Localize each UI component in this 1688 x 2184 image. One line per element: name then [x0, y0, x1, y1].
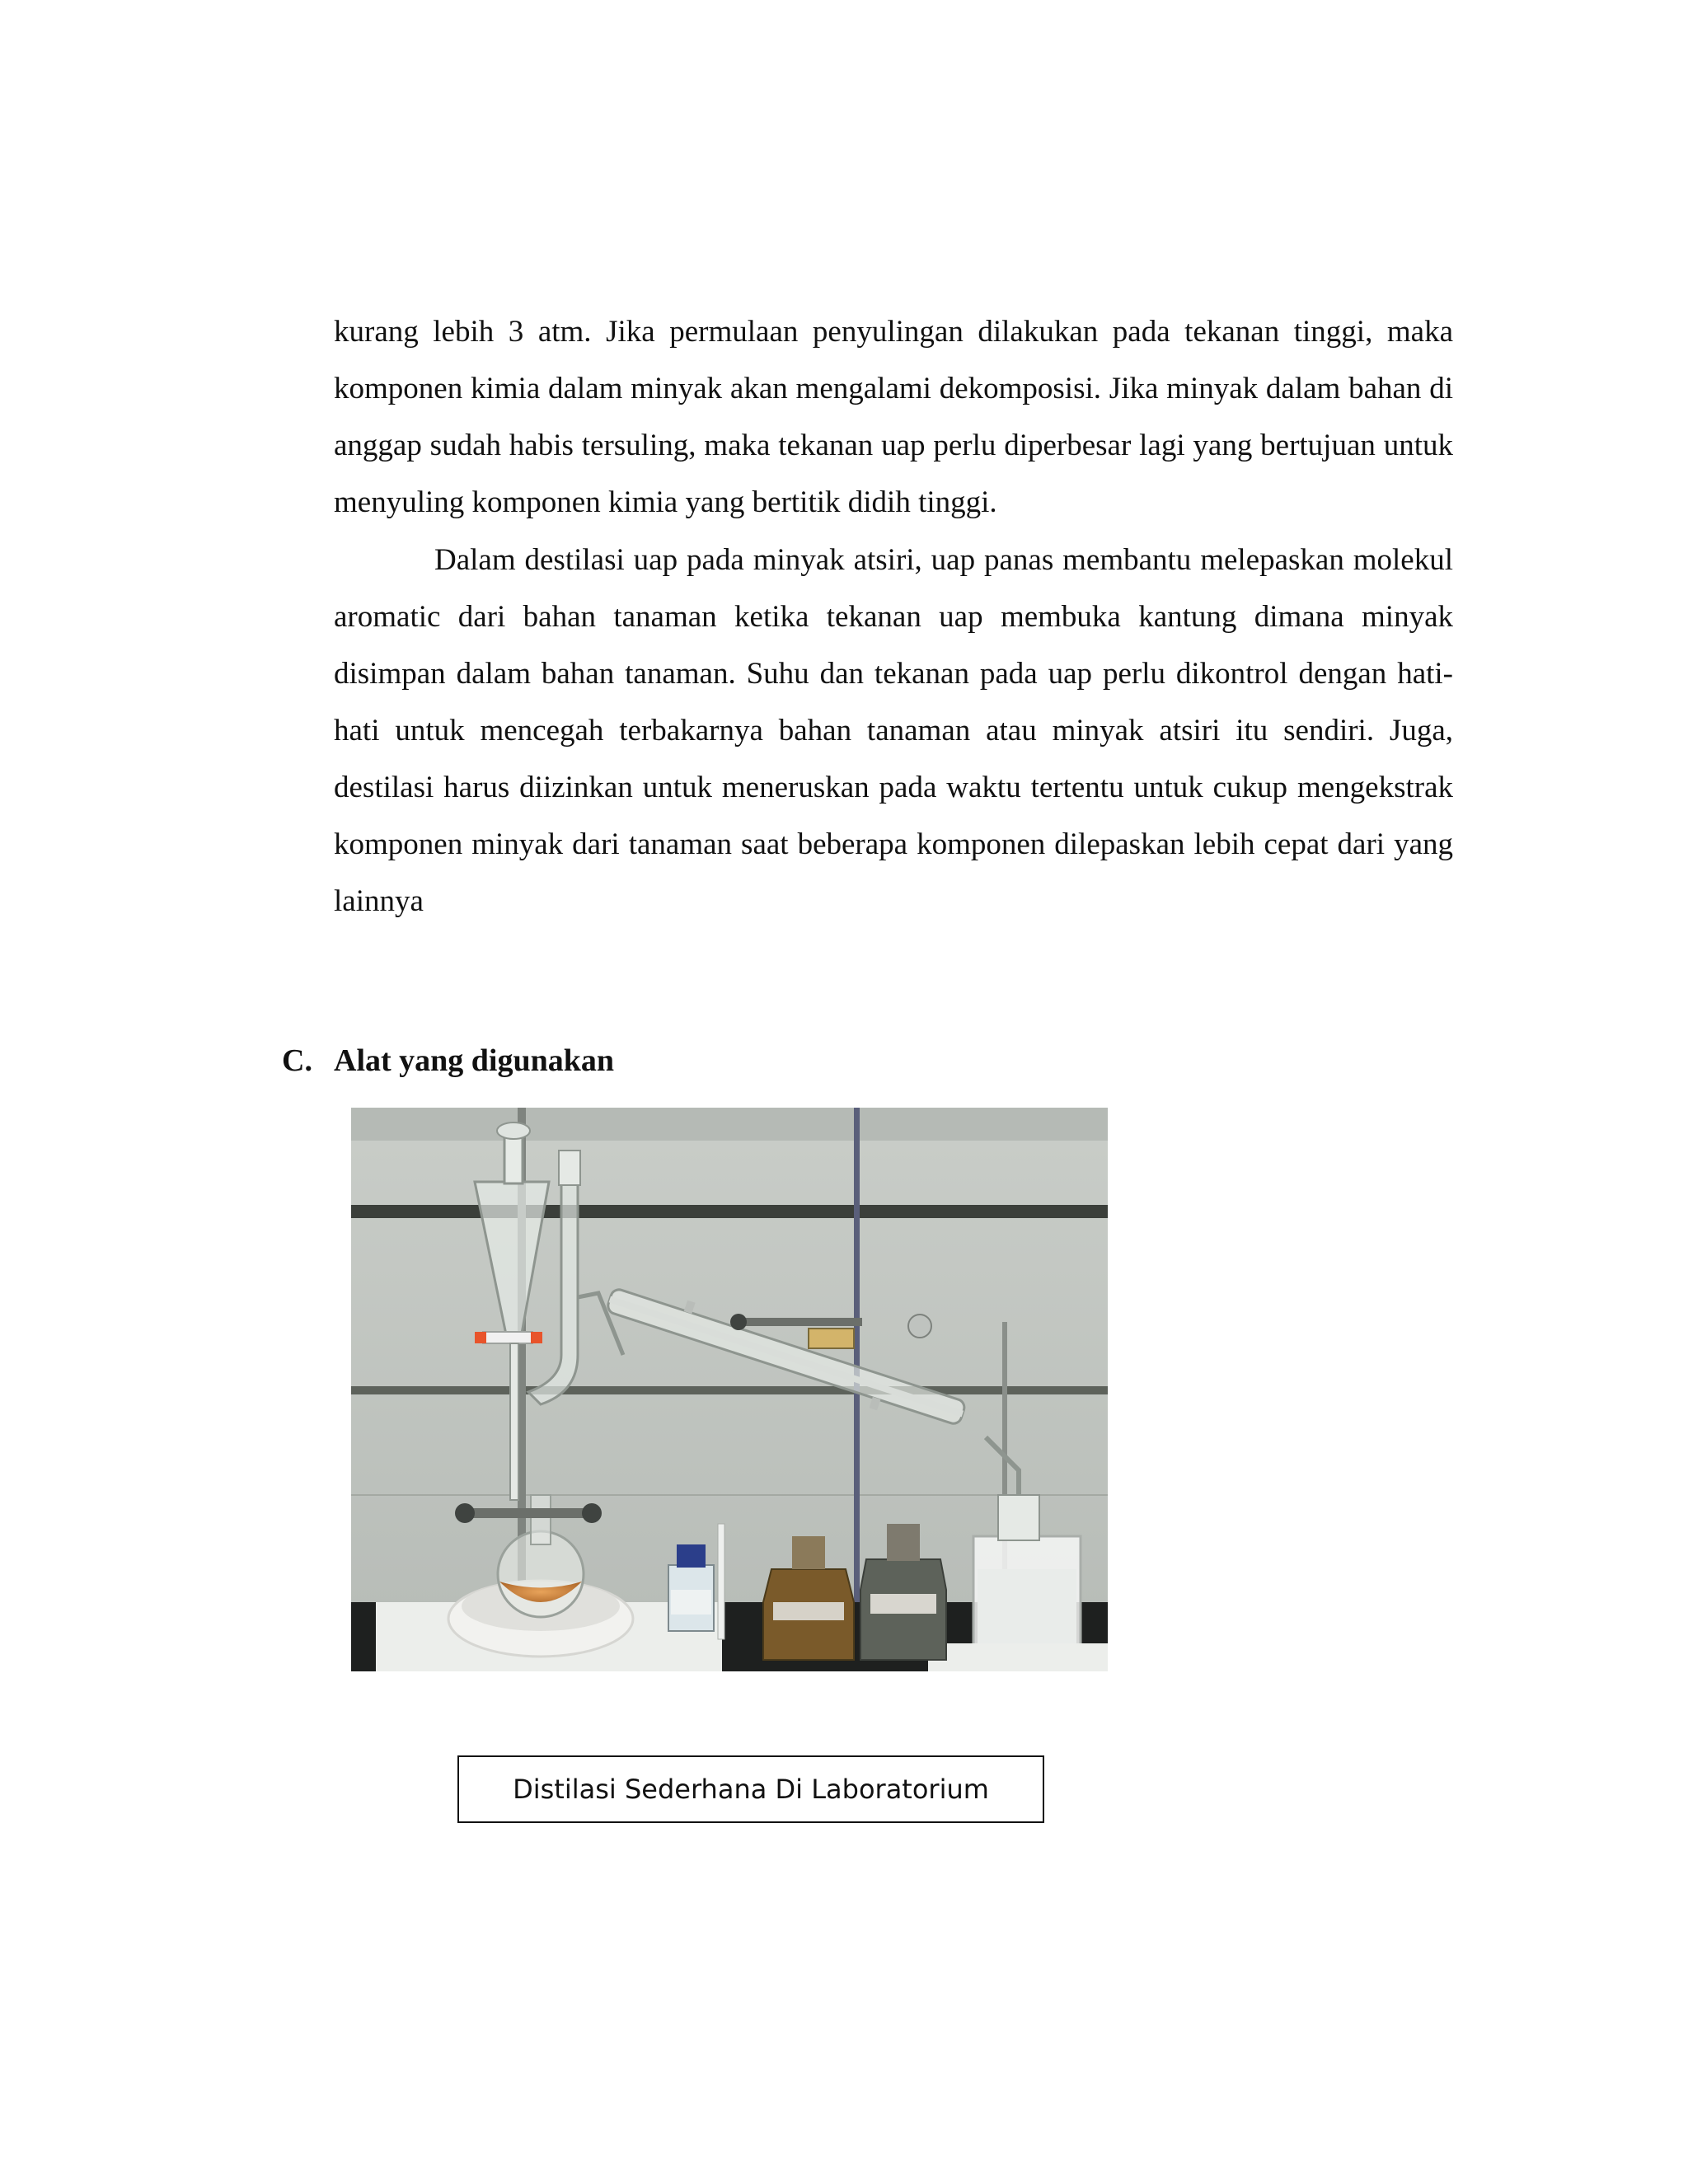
section-title: Alat yang digunakan: [334, 1043, 615, 1078]
section-letter: C.: [282, 1043, 312, 1078]
body-paragraph-1: kurang lebih 3 atm. Jika permulaan penyulingan dilakukan pada tekanan tinggi, maka komponen kimia dalam minyak akan mengalami dekomposisi. Jika minyak dalam bahan di anggap sudah habis tersuling, maka tekanan uap perlu diperbesar lagi yang bertujuan untuk menyuling komponen kimia yang bertitik didih tinggi.: [334, 315, 1453, 519]
body-paragraph-2: Dalam destilasi uap pada minyak atsiri, uap panas membantu melepaskan molekul aromatic dari bahan tanaman ketika tekanan uap membuka kantung dimana minyak disimpan dalam bahan tanaman. Suhu dan tekanan pada uap perlu dikontrol dengan hati-hati untuk mencegah terbakarnya bahan tanaman atau minyak atsiri itu sendiri. Juga, destilasi harus diizinkan untuk meneruskan pada waktu tertentu untuk cukup mengekstrak komponen minyak dari tanaman saat beberapa komponen dilepaskan lebih cepat dari yang lainnya: [334, 543, 1453, 918]
distillation-apparatus-photo: [351, 1108, 1108, 1671]
section-heading: [282, 1036, 614, 1085]
figure-caption: Distilasi Sederhana Di Laboratorium: [457, 1755, 1044, 1823]
